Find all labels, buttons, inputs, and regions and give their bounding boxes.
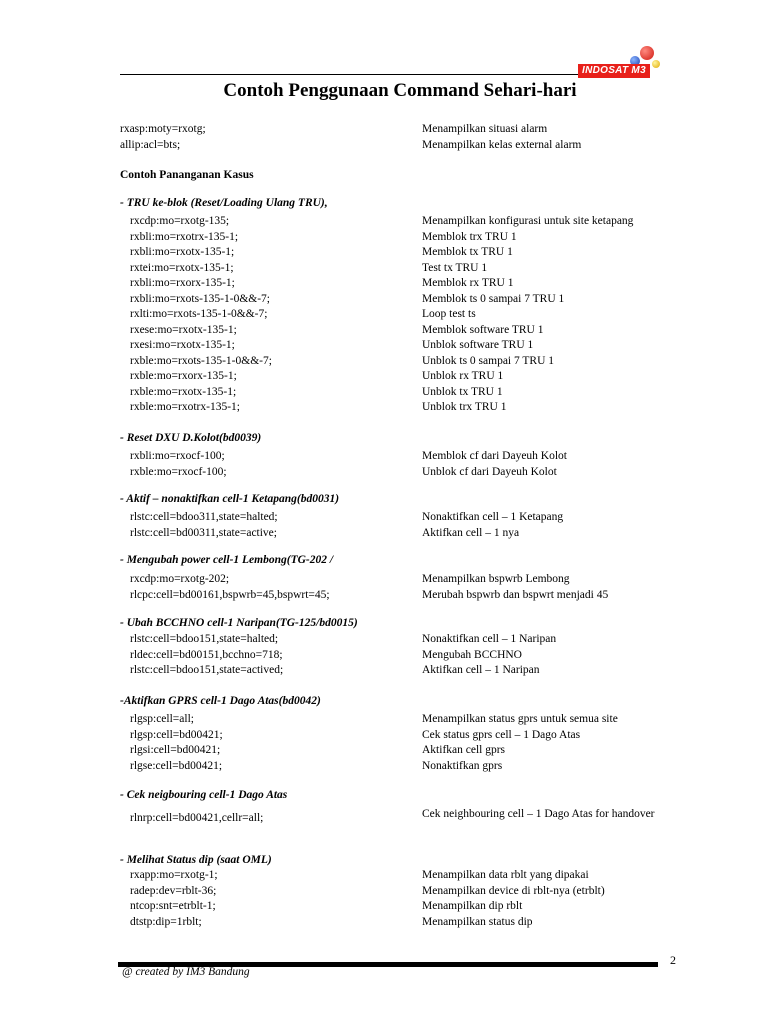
logo-text: INDOSAT M3 <box>578 64 650 78</box>
command-text: rxble:mo=rxotrx-135-1; <box>130 401 240 413</box>
command-text: rxble:mo=rxots-135-1-0&&-7; <box>130 354 272 367</box>
command-text: rlgsi:cell=bd00421; <box>130 744 221 756</box>
command-text: rlcpc:cell=bd00161,bspwrb=45,bspwrt=45; <box>130 588 330 601</box>
command-text: rxble:mo=rxocf-100; <box>130 465 227 478</box>
command-description: Menampilkan data rblt yang dipakai <box>422 869 589 881</box>
command-text: radep:dev=rblt-36; <box>130 884 217 897</box>
command-text: rlgse:cell=bd00421; <box>130 759 223 772</box>
section-heading: - TRU ke-blok (Reset/Loading Ulang TRU), <box>120 197 328 209</box>
command-text: rxesi:mo=rxotx-135-1; <box>130 339 235 351</box>
command-description: Unblok cf dari Dayeuh Kolot <box>422 465 557 478</box>
command-description: Aktifkan cell gprs <box>422 744 506 756</box>
command-text: rxtei:mo=rxotx-135-1; <box>130 261 234 274</box>
command-description: Nonaktifkan cell – 1 Ketapang <box>422 511 564 523</box>
command-description: Loop test ts <box>422 308 476 320</box>
intro-description: Menampilkan kelas external alarm <box>422 139 582 151</box>
intro-description: Menampilkan situasi alarm <box>422 123 548 135</box>
command-description: Aktifkan cell – 1 Naripan <box>422 664 540 676</box>
command-description: Test tx TRU 1 <box>422 261 488 274</box>
command-description: Memblok rx TRU 1 <box>422 277 514 289</box>
command-description: Memblok cf dari Dayeuh Kolot <box>422 450 567 462</box>
command-text: rlstc:cell=bdoo311,state=halted; <box>130 511 278 523</box>
section-heading: - Melihat Status dip (saat OML) <box>120 854 272 866</box>
command-description: Memblok trx TRU 1 <box>422 230 517 243</box>
command-description: Memblok tx TRU 1 <box>422 246 513 258</box>
command-text: rxbli:mo=rxotrx-135-1; <box>130 230 239 243</box>
command-description: Mengubah BCCHNO <box>422 648 522 661</box>
command-description: Unblok trx TRU 1 <box>422 401 507 413</box>
intro-command: rxasp:moty=rxotg; <box>120 123 206 135</box>
command-text: rxese:mo=rxotx-135-1; <box>130 323 237 336</box>
command-text: rlstc:cell=bd00311,state=active; <box>130 526 277 539</box>
command-text: rxbli:mo=rxorx-135-1; <box>130 277 235 289</box>
command-text: rxbli:mo=rxots-135-1-0&&-7; <box>130 292 270 305</box>
command-text: rxble:mo=rxorx-135-1; <box>130 370 237 382</box>
command-text: rxcdp:mo=rxotg-135; <box>130 215 230 227</box>
command-description: Nonaktifkan cell – 1 Naripan <box>422 633 557 645</box>
section-heading: - Reset DXU D.Kolot(bd0039) <box>120 432 262 444</box>
command-text: rlstc:cell=bdoo151,state=halted; <box>130 633 279 645</box>
command-text: rlgsp:cell=bd00421; <box>130 728 223 741</box>
footer-credit: @ created by IM3 Bandung <box>122 966 250 978</box>
logo-red-ball-icon <box>640 46 654 60</box>
section-heading: - Cek neigbouring cell-1 Dago Atas <box>120 789 288 801</box>
command-description: Cek status gprs cell – 1 Dago Atas <box>422 728 581 741</box>
command-description: Nonaktifkan gprs <box>422 759 503 772</box>
section-heading: - Aktif – nonaktifkan cell-1 Ketapang(bd0031) <box>120 493 340 505</box>
command-text: rldec:cell=bd00151,bcchno=718; <box>130 648 283 661</box>
command-description: Merubah bspwrb dan bspwrt menjadi 45 <box>422 588 609 601</box>
command-description: Menampilkan status dip <box>422 915 533 928</box>
command-text: ntcop:snt=etrblt-1; <box>130 900 216 912</box>
command-description: Unblok software TRU 1 <box>422 339 534 351</box>
command-description: Unblok rx TRU 1 <box>422 370 504 382</box>
command-text: rxlti:mo=rxots-135-1-0&&-7; <box>130 308 268 320</box>
command-description: Memblok ts 0 sampai 7 TRU 1 <box>422 292 565 305</box>
command-text: rxble:mo=rxotx-135-1; <box>130 385 237 398</box>
page-number: 2 <box>670 953 676 967</box>
command-description: Menampilkan status gprs untuk semua site <box>422 713 618 725</box>
command-description: Memblok software TRU 1 <box>422 323 544 336</box>
intro-command: allip:acl=bts; <box>120 139 181 151</box>
command-description: Menampilkan dip rblt <box>422 900 523 912</box>
command-text: rlgsp:cell=all; <box>130 713 194 725</box>
command-text: rxcdp:mo=rxotg-202; <box>130 573 230 585</box>
command-description: Cek neighbouring cell – 1 Dago Atas for handover <box>422 808 655 820</box>
command-description: Unblok tx TRU 1 <box>422 385 503 398</box>
command-description: Menampilkan device di rblt-nya (etrblt) <box>422 884 605 897</box>
logo-yellow-ball-icon <box>652 60 660 68</box>
command-text: rxapp:mo=rxotg-1; <box>130 869 218 881</box>
command-text: dtstp:dip=1rblt; <box>130 915 202 928</box>
section-heading: - Ubah BCCHNO cell-1 Naripan(TG-125/bd0015) <box>120 617 358 629</box>
section-heading: -Aktifkan GPRS cell-1 Dago Atas(bd0042) <box>120 695 321 707</box>
page-title: Contoh Penggunaan Command Sehari-hari <box>223 80 577 101</box>
case-heading: Contoh Pananganan Kasus <box>120 169 254 181</box>
command-text: rlstc:cell=bdoo151,state=actived; <box>130 664 284 676</box>
command-description: Menampilkan konfigurasi untuk site ketapang <box>422 215 634 227</box>
command-description: Aktifkan cell – 1 nya <box>422 526 520 539</box>
command-description: Unblok ts 0 sampai 7 TRU 1 <box>422 354 555 367</box>
command-text: rxbli:mo=rxocf-100; <box>130 450 225 462</box>
command-text: rlnrp:cell=bd00421,cellr=all; <box>130 812 264 824</box>
command-text: rxbli:mo=rxotx-135-1; <box>130 246 235 258</box>
header-rule <box>120 74 580 75</box>
section-heading: - Mengubah power cell-1 Lembong(TG-202 / <box>120 554 334 566</box>
command-description: Menampilkan bspwrb Lembong <box>422 573 570 585</box>
indosat-m3-logo <box>578 44 668 80</box>
